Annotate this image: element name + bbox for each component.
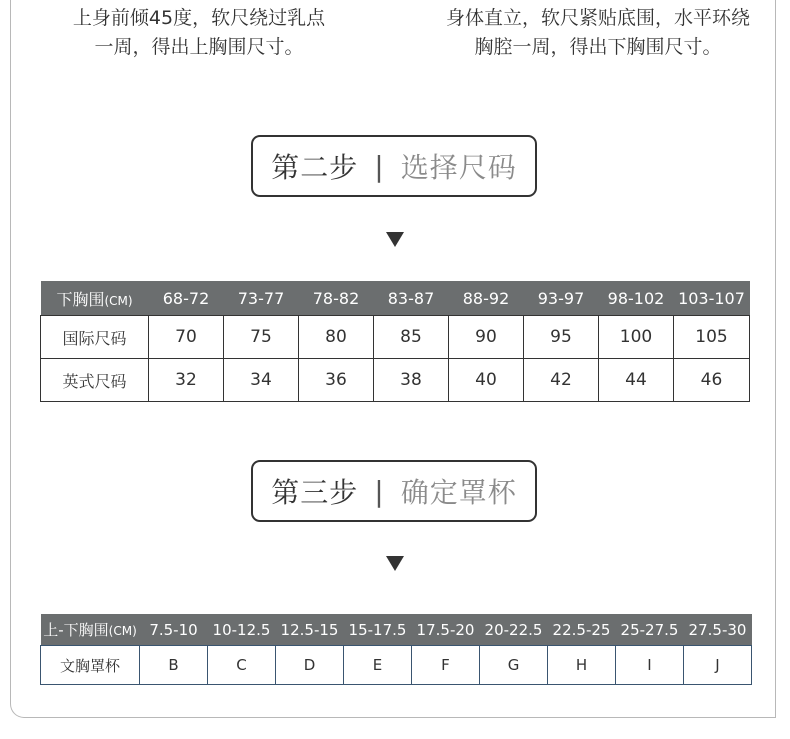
table-cell: 34	[224, 359, 299, 402]
size-table-header	[41, 281, 750, 316]
table-cell: 100	[599, 316, 674, 359]
header-unit: (CM)	[108, 624, 137, 638]
header-cell: 93-97	[524, 281, 599, 316]
step2-title: 选择尺码	[400, 151, 517, 184]
table-cell: F	[412, 646, 480, 685]
step2-separator: |	[374, 149, 385, 183]
down-arrow-icon	[386, 232, 404, 247]
header-cell: 12.5-15	[276, 614, 344, 646]
table-row	[41, 359, 750, 402]
header-label: 上-下胸围	[43, 621, 109, 639]
header-label: 下胸围	[56, 289, 105, 309]
table-cell: B	[140, 646, 208, 685]
row-label: 英式尺码	[41, 359, 149, 402]
header-cell: 83-87	[374, 281, 449, 316]
header-cell: 7.5-10	[140, 614, 208, 646]
header-cell: 22.5-25	[548, 614, 616, 646]
header-cell: 68-72	[149, 281, 224, 316]
table-cell: 80	[299, 316, 374, 359]
under-bust-description	[420, 4, 776, 62]
step3-heading	[251, 460, 537, 522]
table-cell: D	[276, 646, 344, 685]
header-cell: 78-82	[299, 281, 374, 316]
table-cell: 95	[524, 316, 599, 359]
header-cell: 88-92	[449, 281, 524, 316]
desc-right-line2: 胸腔一周，得出下胸围尺寸。	[474, 36, 722, 58]
table-cell: E	[344, 646, 412, 685]
desc-left-line1: 上身前倾45度，软尺绕过乳点	[72, 7, 326, 29]
table-cell: 40	[449, 359, 524, 402]
table-cell: 105	[674, 316, 750, 359]
table-cell: G	[480, 646, 548, 685]
header-label-cell	[41, 281, 149, 316]
header-cell: 20-22.5	[480, 614, 548, 646]
header-label-cell	[41, 614, 140, 646]
table-cell: I	[616, 646, 684, 685]
table-cell: 32	[149, 359, 224, 402]
header-cell: 73-77	[224, 281, 299, 316]
step2-heading	[251, 135, 537, 197]
row-label: 文胸罩杯	[41, 646, 140, 685]
table-cell: 75	[224, 316, 299, 359]
table-cell: C	[208, 646, 276, 685]
header-cell: 10-12.5	[208, 614, 276, 646]
cup-table	[40, 614, 752, 685]
table-cell: H	[548, 646, 616, 685]
header-cell: 98-102	[599, 281, 674, 316]
cup-table-header	[41, 614, 752, 646]
table-cell: 90	[449, 316, 524, 359]
table-row	[41, 316, 750, 359]
desc-right-line1: 身体直立，软尺紧贴底围，水平环绕	[445, 7, 750, 29]
step2-number: 第二步	[271, 151, 359, 184]
step3-separator: |	[374, 474, 385, 508]
header-cell: 15-17.5	[344, 614, 412, 646]
table-cell: 85	[374, 316, 449, 359]
step3-number: 第三步	[271, 476, 359, 509]
down-arrow-icon	[386, 556, 404, 571]
table-cell: 42	[524, 359, 599, 402]
table-cell: 46	[674, 359, 750, 402]
header-unit: (CM)	[104, 293, 133, 308]
table-cell: 36	[299, 359, 374, 402]
desc-left-line2: 一周，得出上胸围尺寸。	[94, 36, 304, 58]
table-cell: J	[684, 646, 752, 685]
header-cell: 27.5-30	[684, 614, 752, 646]
step3-title: 确定罩杯	[400, 476, 517, 509]
table-cell: 38	[374, 359, 449, 402]
size-table	[40, 281, 750, 402]
row-label: 国际尺码	[41, 316, 149, 359]
header-cell: 103-107	[674, 281, 750, 316]
table-row	[41, 646, 752, 685]
table-cell: 70	[149, 316, 224, 359]
upper-bust-description	[40, 4, 358, 62]
header-cell: 25-27.5	[616, 614, 684, 646]
table-cell: 44	[599, 359, 674, 402]
header-cell: 17.5-20	[412, 614, 480, 646]
